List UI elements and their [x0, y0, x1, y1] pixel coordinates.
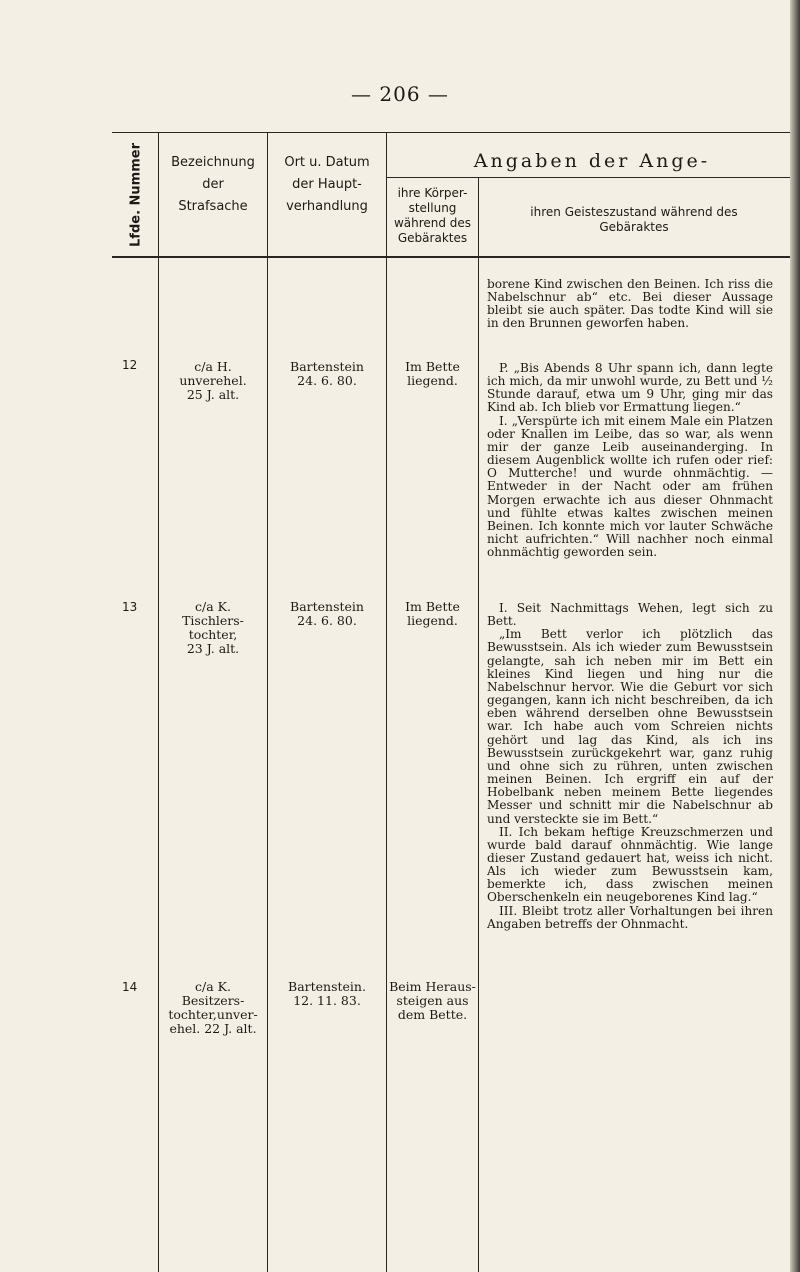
header-geisteszustand: ihren Geisteszustand während des Gebäraktes	[530, 205, 738, 234]
row-case: c/a K. Tischlers- tochter, 23 J. alt.	[182, 599, 244, 656]
header-bezeichnung: Bezeichnung der Strafsache	[171, 155, 255, 214]
header-bottom-rule	[112, 256, 792, 258]
header-ort-datum: Ort u. Datum der Haupt- verhandlung	[284, 155, 370, 214]
angaben-subheader-rule	[386, 177, 792, 178]
header-koerperstellung: ihre Körper- stellung während des Gebäraktes	[393, 186, 472, 245]
table-top-rule	[112, 132, 792, 133]
row-place-date: Bartenstein 24. 6. 80.	[290, 359, 364, 388]
row-case: c/a K. Besitzers- tochter,unver- ehel. 22 J. alt.	[168, 979, 258, 1036]
header-lfd-nummer: Lfde. Nummer	[128, 143, 144, 247]
row-case: c/a H. unverehel. 25 J. alt.	[179, 359, 247, 402]
header-angaben: Angaben der Ange-	[473, 150, 711, 172]
row-mental-state: I. Seit Nachmittags Wehen, legt sich zu Bett. „Im Bett verlor ich plötzlich das Bewusstsein. Als ich wieder zum Bewusstsein gelangte, sah ich neben mir im Bett ein kleines Kind liegen und hing nur die Nabelschnur hervor. Wie die Geburt vor sich gegangen, kann ich nicht beschreiben, da ich eben während derselben ohne Bewusstsein war. Ich habe auch vom Schreien nichts gehört und lag das Kind, als ich ins Bewusstsein zurückgekehrt war, ganz ruhig und ohne sich zu rühren, unten zwischen meinen Beinen. Ich ergriff ein auf der Hobelbank neben meinem Bette liegendes Messer und schnitt mir die Nabelschnur ab und versteckte sie im Bett.“ II. Ich bekam heftige Kreuzschmerzen und wurde bald darauf ohnmächtig. Wie lange dieser Zustand gedauert hat, weiss ich nicht. Als ich wieder zum Bewusstsein kam, bemerkte ich, dass zwischen meinen Oberschenkeln ein neugeborenes Kind lag.“ III. Bleibt trotz aller Vorhaltungen bei ihren Angaben betreffs der Ohnmacht.	[487, 601, 773, 931]
column-rule-4	[478, 177, 479, 1272]
continuation-text: borene Kind zwischen den Beinen. Ich riss die Nabelschnur ab“ etc. Bei dieser Aussage bleibt sie auch später. Das todte Kind will sie in den Brunnen geworfen haben.	[487, 277, 773, 331]
row-mental-state: P. „Bis Abends 8 Uhr spann ich, dann legte ich mich, da mir unwohl wurde, zu Bett und ½ Stunde darauf, etwa um 9 Uhr, ging mir das Kind ab. Ich blieb vor Ermattung liegen.“ I. „Verspürte ich mit einem Male ein Platzen oder Knallen im Leibe, das so war, als wenn mir der ganze Leib auseinanderging. In diesem Augenblick wollte ich rufen oder rief: O Mutterche! und wurde ohnmächtig. — Entweder in der Nacht oder am frühen Morgen erwachte ich aus dieser Ohnmacht und fühlte etwas kaltes zwischen meinen Beinen. Ich konnte mich vor lauter Schwäche nicht aufrichten.“ Will nachher noch einmal ohnmächtig geworden sein.	[487, 361, 773, 560]
column-rule-3	[386, 132, 387, 1272]
row-number: 12	[122, 358, 138, 372]
row-number: 13	[122, 600, 138, 614]
column-rule-1	[158, 132, 159, 1272]
row-position: Im Bette liegend.	[405, 359, 460, 388]
page-number: — 206 —	[351, 82, 449, 106]
row-position: Beim Heraus- steigen aus dem Bette.	[389, 979, 476, 1022]
page-edge-shadow	[790, 0, 800, 1272]
column-rule-2	[267, 132, 268, 1272]
row-position: Im Bette liegend.	[405, 599, 460, 628]
row-place-date: Bartenstein. 12. 11. 83.	[288, 979, 366, 1008]
row-number: 14	[122, 980, 138, 994]
row-place-date: Bartenstein 24. 6. 80.	[290, 599, 364, 628]
